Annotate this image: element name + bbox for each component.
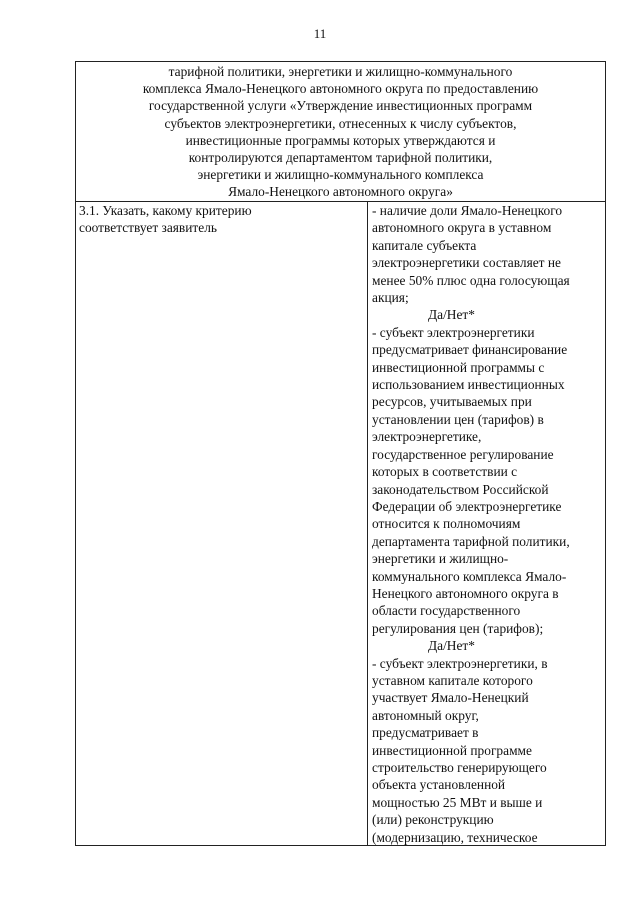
header-line: субъектов электроэнергетики, отнесенных к числу субъектов,	[164, 115, 517, 131]
header-line: контролируются департаментом тарифной политики,	[188, 150, 493, 166]
criterion-line: электроэнергетике,	[372, 429, 482, 445]
criterion-line: строительство генерирующего	[372, 760, 547, 775]
criterion-line: электроэнергетики составляет не	[372, 255, 561, 271]
criterion-line: капитале субъекта	[372, 237, 477, 253]
yes-no-option: Да/Нет*	[428, 307, 475, 323]
criterion-line: (или) реконструкцию	[372, 812, 494, 828]
criterion-line: автономного округа в уставном	[372, 220, 552, 236]
criterion-line: объекта установленной	[372, 777, 506, 793]
criterion-line: ресурсов, учитываемых при	[372, 394, 532, 410]
criterion-line: которых в соответствии с	[372, 464, 518, 480]
criterion-line: относится к полномочиям	[372, 516, 521, 532]
criteria-answer-cell	[372, 202, 604, 845]
criterion-line: инвестиционной программы с	[372, 359, 545, 375]
criterion-line: акция;	[372, 290, 409, 306]
criterion-line: энергетики и жилищно-	[372, 551, 509, 567]
criterion-line: менее 50% плюс одна голосующая	[372, 272, 570, 288]
table-row	[76, 202, 605, 845]
question-line: соответствует заявитель	[79, 220, 217, 236]
header-line: государственной услуги «Утверждение инвестиционных программ	[148, 98, 533, 114]
criterion-line: - субъект электроэнергетики	[372, 324, 535, 340]
column-divider	[367, 202, 368, 845]
page-number: 11	[313, 26, 327, 41]
document-table	[75, 61, 606, 846]
criterion-question-cell	[79, 202, 363, 237]
criterion-line: автономный округ,	[372, 707, 479, 723]
question-line: 3.1. Указать, какому критерию	[79, 203, 252, 218]
table-header-cell	[76, 62, 605, 202]
criterion-line: использованием инвестиционных	[372, 377, 565, 393]
header-line: инвестиционные программы которых утверждаются и	[185, 132, 496, 148]
criterion-line: Ненецкого автономного округа в	[372, 585, 559, 601]
header-line: комплекса Ямало-Ненецкого автономного округа по предоставлению	[142, 81, 539, 97]
criterion-line: установлении цен (тарифов) в	[372, 411, 544, 427]
criterion-line: (модернизацию, техническое	[372, 829, 538, 845]
criterion-line: области государственного	[372, 603, 521, 619]
criterion-line: регулирования цен (тарифов);	[372, 620, 544, 636]
criterion-line: уставном капитале которого	[372, 672, 533, 688]
criterion-line: Федерации об электроэнергетике	[372, 498, 562, 514]
header-line: тарифной политики, энергетики и жилищно-коммунального	[168, 64, 513, 79]
criterion-line: участвует Ямало-Ненецкий	[372, 690, 529, 706]
yes-no-option: Да/Нет*	[428, 638, 475, 654]
criterion-line: государственное регулирование	[372, 446, 554, 462]
criterion-line: коммунального комплекса Ямало-	[372, 568, 567, 584]
header-line: энергетики и жилищно-коммунального комплекса	[197, 167, 484, 183]
criterion-line: предусматривает финансирование	[372, 342, 568, 358]
criterion-line: законодательством Российской	[372, 481, 549, 497]
criterion-line: инвестиционной программе	[372, 742, 532, 758]
header-line: Ямало-Ненецкого автономного округа»	[228, 184, 453, 200]
criterion-line: - субъект электроэнергетики, в	[372, 655, 548, 671]
criterion-line: - наличие доли Ямало-Ненецкого	[372, 203, 563, 218]
criterion-line: мощностью 25 МВт и выше и	[372, 794, 543, 810]
criterion-line: предусматривает в	[372, 725, 479, 741]
criterion-line: департамента тарифной политики,	[372, 533, 570, 549]
